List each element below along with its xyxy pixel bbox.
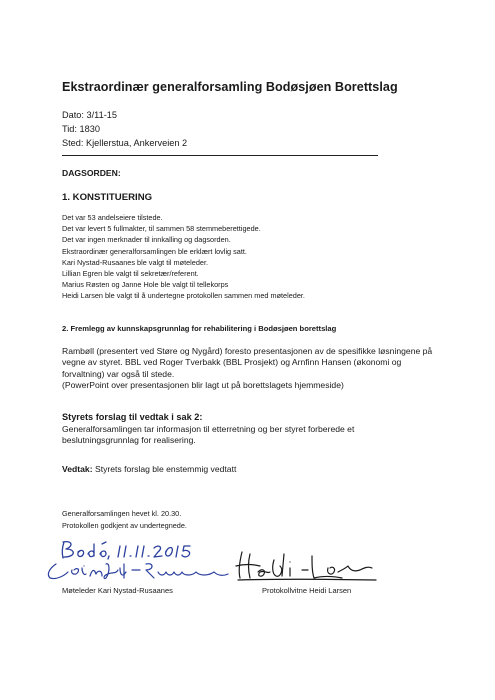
- section1-heading: 1. KONSTITUERING: [62, 192, 153, 203]
- section1-line: Det var 53 andelseiere tilstede.: [62, 213, 163, 222]
- section1-line: Ekstraordinær generalforsamlingen ble erklært lovlig satt.: [62, 246, 247, 256]
- section1-line: Det var ingen merknader til innkalling og dagsorden.: [62, 235, 231, 245]
- closing-block: [62, 508, 187, 531]
- section2-body: [62, 346, 432, 392]
- section1-body: [62, 212, 305, 302]
- section1-line: Lillian Egren ble valgt til sekretær/referent.: [62, 269, 199, 279]
- section2-line: Rambøll (presentert ved Støre og Nygård) foresto presentasjonen av de spesifikke løsningene på: [62, 346, 433, 356]
- proposal-line: Generalforsamlingen tar informasjon til etterretning og ber styret forberede et: [62, 424, 355, 434]
- signature-left-label: Møteleder Kari Nystad-Rusaanes: [62, 586, 173, 595]
- section2-line: vegne av styret. BBL ved Roger Tverbakk (BBL Prosjekt) og Arnfinn Hansen (økonomi og: [62, 357, 402, 368]
- time-line: Tid: 1830: [62, 124, 100, 134]
- section1-line: Kari Nystad-Rusaanes ble valgt til møteleder.: [62, 257, 209, 267]
- decision-line: [62, 464, 236, 474]
- closing-line: Generalforsamlingen hevet kl. 20.30.: [62, 509, 182, 518]
- signature-left: [42, 558, 232, 584]
- header-divider: [62, 155, 378, 156]
- decision-text: Styrets forslag ble enstemmig vedtatt: [92, 464, 237, 474]
- section2-line: (PowerPoint over presentasjonen blir lagt ut på borettslagets hjemmeside): [62, 380, 344, 391]
- proposal-body: [62, 424, 354, 447]
- proposal-line: beslutningsgrunnlag for realisering.: [62, 435, 196, 446]
- section2-heading: 2. Fremlegg av kunnskapsgrunnlag for rehabilitering i Bodøsjøen borettslag: [62, 324, 337, 333]
- signature-right: [232, 548, 382, 582]
- decision-label: Vedtak:: [62, 464, 93, 474]
- section1-line: Heidi Larsen ble valgt til å undertegne protokollen sammen med møteleder.: [62, 291, 305, 301]
- signature-right-label: Protokollvitne Heidi Larsen: [262, 586, 352, 595]
- section1-line: Marius Røsten og Janne Hole ble valgt til tellekorps: [62, 280, 229, 290]
- section1-line: Det var levert 5 fullmakter, til sammen 58 stemmeberettigede.: [62, 224, 261, 234]
- agenda-heading: DAGSORDEN:: [62, 168, 121, 178]
- closing-line: Protokollen godkjent av undertegnede.: [62, 520, 187, 530]
- document-title: Ekstraordinær generalforsamling Bodøsjøen Borettslag: [62, 80, 398, 94]
- proposal-heading: Styrets forslag til vedtak i sak 2:: [62, 412, 203, 422]
- section2-line: forvaltning) var også til stede.: [62, 368, 175, 379]
- date-line: Dato: 3/11-15: [62, 110, 117, 120]
- place-line: Sted: Kjellerstua, Ankerveien 2: [62, 138, 188, 148]
